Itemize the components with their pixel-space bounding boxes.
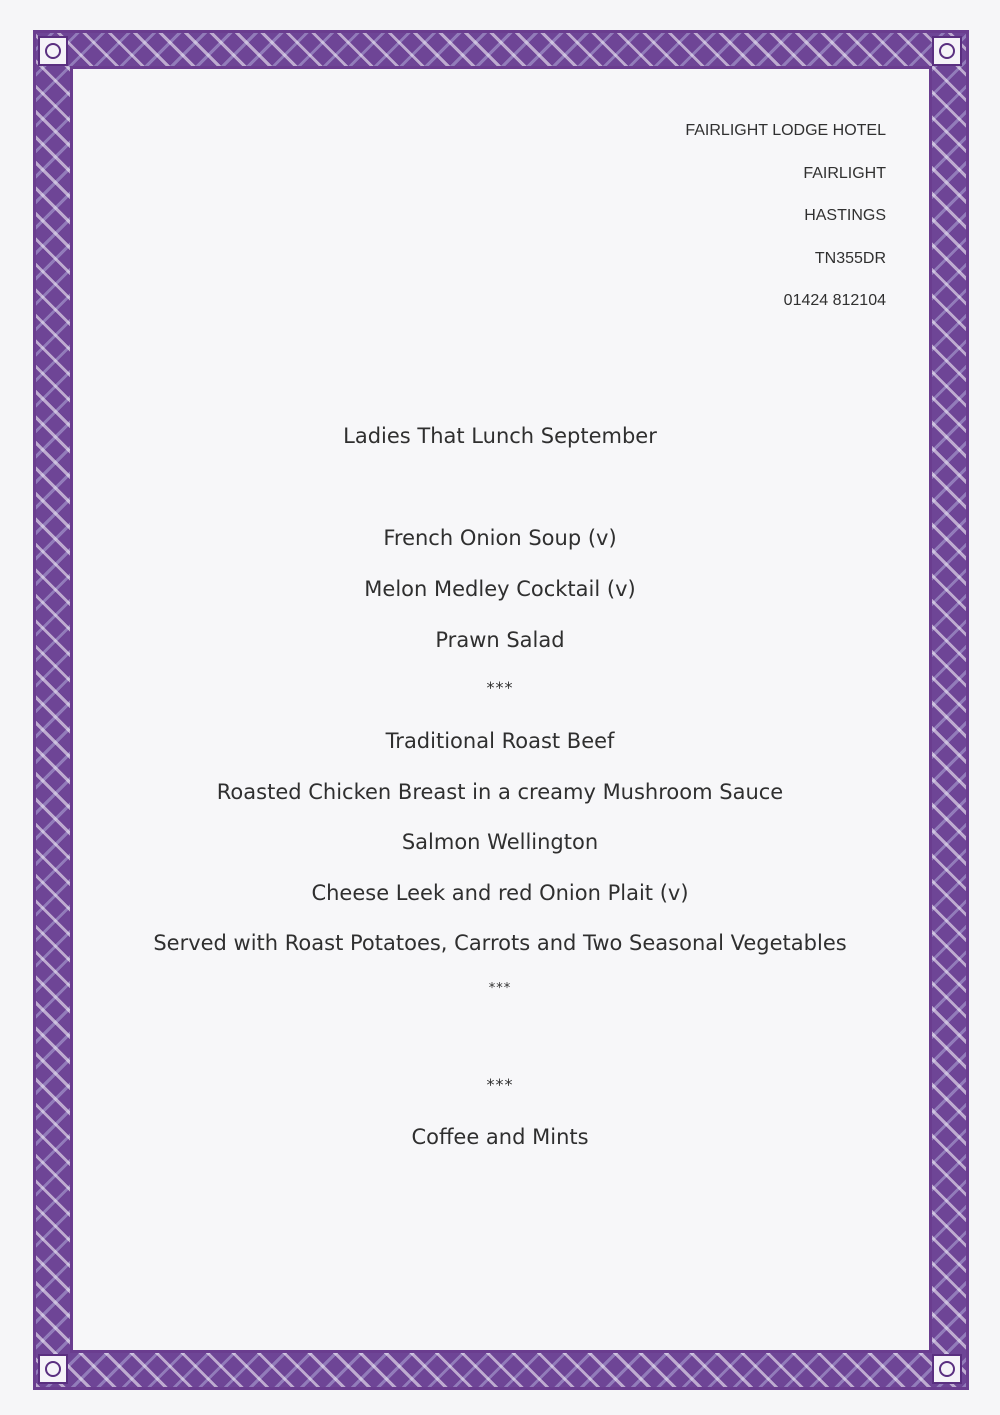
main-item: Roasted Chicken Breast in a creamy Mushroom Sauce — [216, 780, 784, 804]
course-separator: *** — [486, 678, 514, 697]
corner-ornament-bottom-left — [38, 1354, 68, 1384]
main-item: Salmon Wellington — [401, 830, 599, 854]
corner-ornament-bottom-right — [932, 1354, 962, 1384]
hotel-town: HASTINGS — [804, 207, 886, 224]
starter-item: Prawn Salad — [435, 628, 565, 652]
main-item: Cheese Leek and red Onion Plait (v) — [311, 881, 689, 905]
hotel-address — [685, 110, 886, 323]
course-separator: *** — [488, 981, 512, 996]
hotel-phone: 01424 812104 — [783, 292, 886, 309]
accompaniment: Served with Roast Potatoes, Carrots and Two Seasonal Vegetables — [153, 931, 847, 955]
starter-item: French Onion Soup (v) — [383, 526, 617, 550]
hotel-postcode: TN355DR — [814, 249, 886, 267]
hotel-name: FAIRLIGHT LODGE HOTEL — [685, 122, 886, 139]
hotel-locality: FAIRLIGHT — [803, 164, 886, 182]
closing-item: Coffee and Mints — [411, 1125, 589, 1149]
course-separator: *** — [486, 1075, 514, 1094]
corner-ornament-top-right — [932, 36, 962, 66]
main-item: Traditional Roast Beef — [385, 729, 615, 753]
starter-item: Melon Medley Cocktail (v) — [364, 577, 636, 601]
corner-ornament-top-left — [38, 36, 68, 66]
menu-title: Ladies That Lunch September — [343, 424, 657, 448]
